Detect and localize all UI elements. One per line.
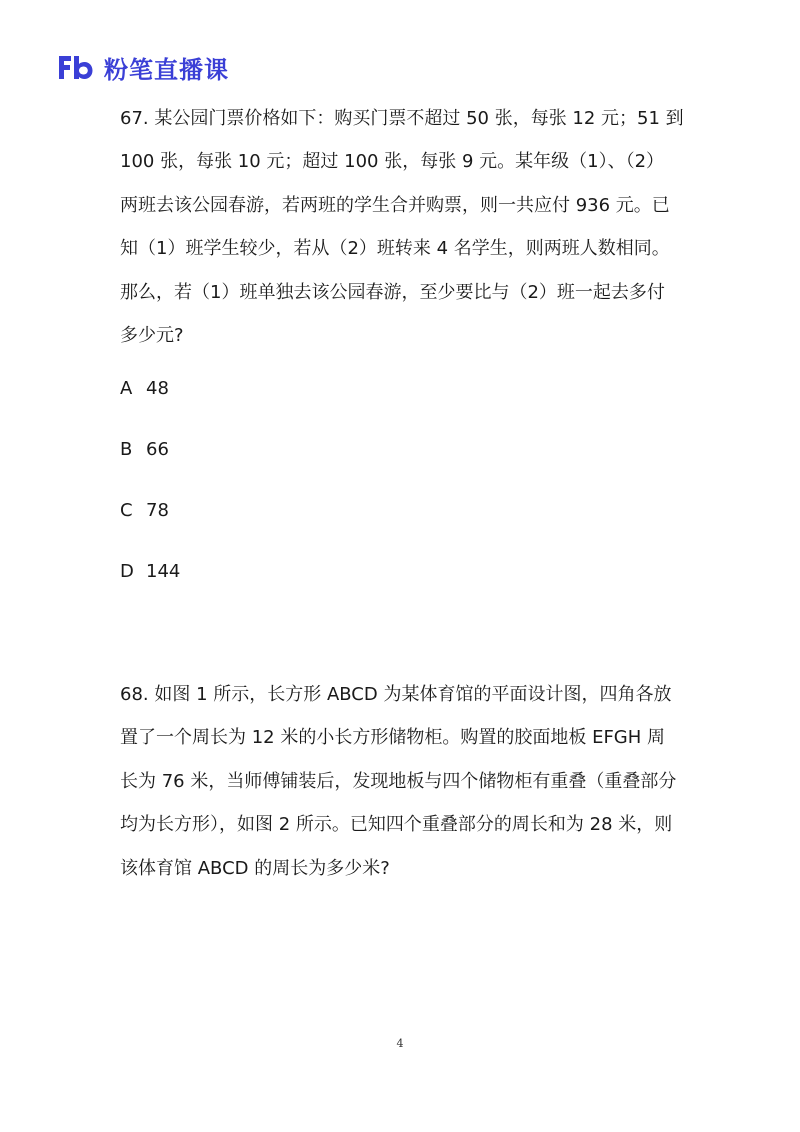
question-text-line: 两班去该公园春游，若两班的学生合并购票，则一共应付 936 元。已 (120, 194, 670, 216)
question-text-line: 长为 76 米，当师傅铺装后，发现地板与四个储物柜有重叠（重叠部分 (120, 770, 677, 792)
question-text-line: 那么，若（1）班单独去该公园春游，至少要比与（2）班一起去多付 (120, 281, 665, 303)
option-value: 48 (146, 378, 169, 399)
answer-option-a (120, 376, 169, 402)
option-value: 66 (146, 439, 169, 460)
option-letter: B (120, 439, 133, 460)
brand-header (56, 50, 229, 84)
option-letter: A (120, 378, 133, 399)
question-68 (120, 673, 680, 890)
question-text-line: 置了一个周长为 12 米的小长方形储物柜。购置的胶面地板 EFGH 周 (120, 727, 665, 749)
question-text-line: 68. 如图 1 所示，长方形 ABCD 为某体育馆的平面设计图，四角各放 (120, 684, 672, 705)
answer-option-d (120, 559, 180, 585)
fenbi-logo-icon (56, 52, 96, 82)
question-text-line: 100 张，每张 10 元；超过 100 张，每张 9 元。某年级（1）、（2） (120, 151, 665, 173)
question-text-line: 知（1）班学生较少，若从（2）班转来 4 名学生，则两班人数相同。 (120, 238, 670, 260)
question-67 (120, 97, 684, 357)
answer-option-c (120, 498, 169, 524)
option-letter: C (120, 500, 133, 521)
option-value: 78 (146, 500, 169, 521)
question-text-line: 多少元? (120, 325, 184, 347)
option-value: 144 (146, 561, 181, 582)
question-text-line: 67. 某公园门票价格如下：购买门票不超过 50 张，每张 12 元；51 到 (120, 108, 684, 129)
question-text-line: 该体育馆 ABCD 的周长为多少米? (120, 857, 390, 879)
page-number: 4 (396, 1037, 404, 1050)
answer-option-b (120, 437, 169, 463)
question-text-line: 均为长方形），如图 2 所示。已知四个重叠部分的周长和为 28 米，则 (120, 814, 673, 836)
brand-name: 粉笔直播课 (104, 55, 229, 84)
option-letter: D (120, 561, 134, 582)
